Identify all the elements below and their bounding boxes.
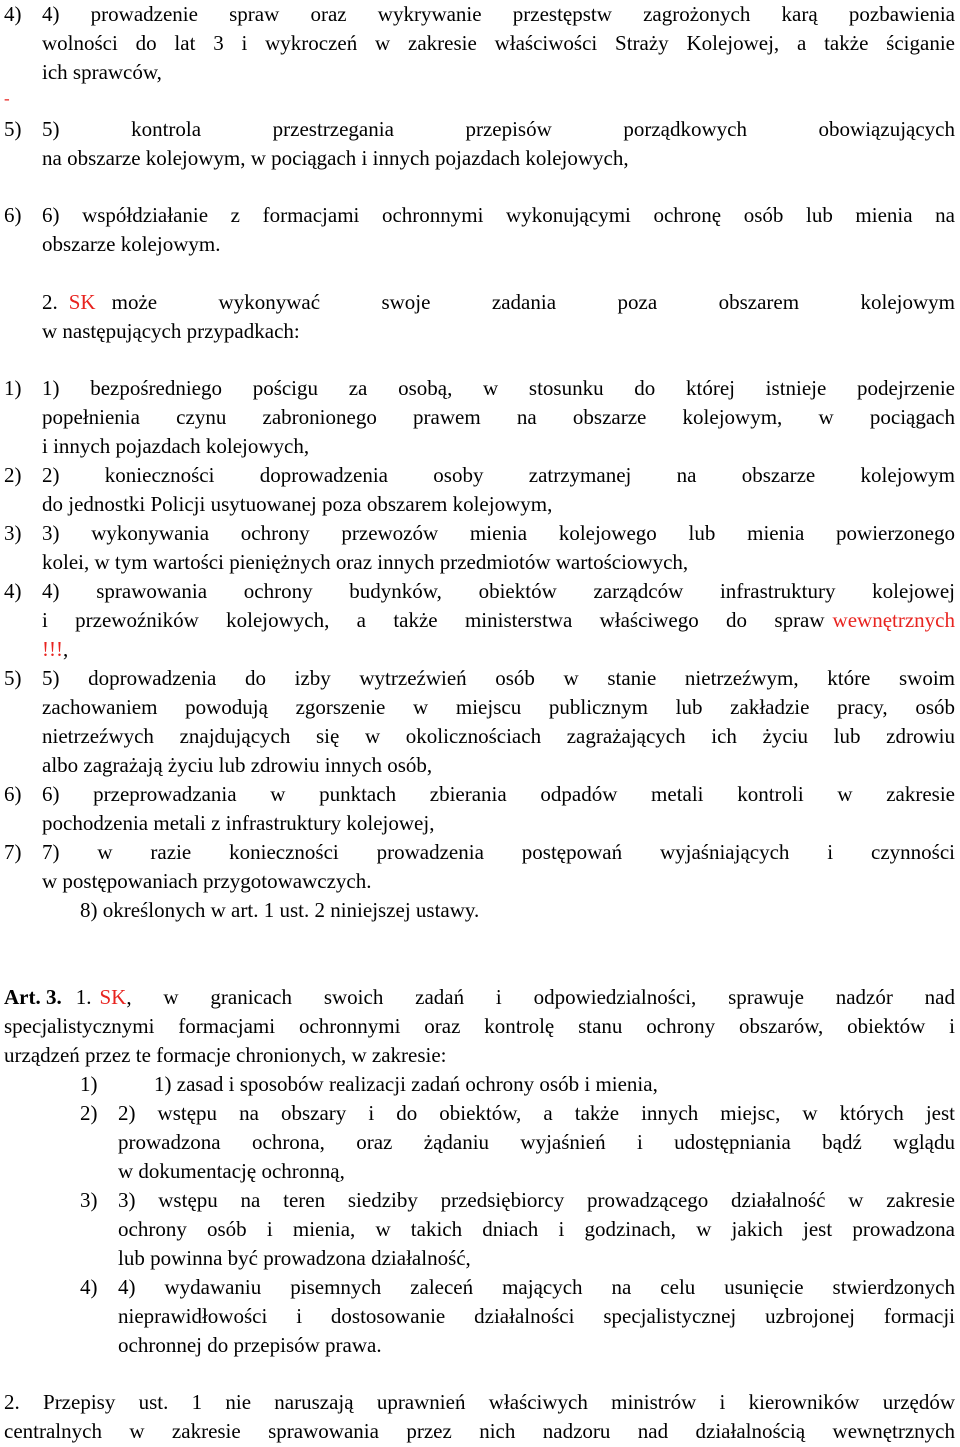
item-text-line: wolności do lat 3 i wykroczeń w zakresie właściwości Straży Kolejowej, a także ściganie [42,31,955,55]
item-label: 2) [4,463,22,487]
item-text-line: popełnienia czynu zabronionego prawem na obszarze kolejowym, w pociągach [42,405,955,429]
item-text-line: obszarze kolejowym. [42,232,221,256]
item-text-line: 5) kontrola przestrzegania przepisów porządkowych obowiązujących [42,117,955,141]
item-text-line: 1) zasad i sposobów realizacji zadań ochrony osób i mienia, [154,1072,658,1096]
item-text-line: zachowaniem powodują zgorszenie w miejscu publicznym lub zakładzie pracy, osób [42,695,955,719]
item-text-line: nieprawidłowości i dostosowanie działalności specjalistycznej uzbrojonej formacji [118,1304,955,1328]
item-text-line [42,635,68,664]
item-text-line: albo zagrażają życiu lub zdrowiu innych osób, [42,753,433,777]
item-text-line: 6) przeprowadzania w punktach zbierania odpadów metali kontroli w zakresie [42,782,955,806]
p2-item-8: 8) określonych w art. 1 ust. 2 niniejszej ustawy. [80,898,480,922]
item-text-line: prowadzona ochrona, oraz żądaniu wyjaśnień i udostępniania bądź wglądu [118,1130,955,1154]
paragraph-text-line: urządzeń przez te formacje chronionych, w zakresie: [4,1043,447,1067]
item-text-line: ochronnej do przepisów prawa. [118,1333,382,1357]
item-text-line: nietrzeźwych znajdujących się w okolicznościach zagrażających ich życiu lub zdrowiu [42,724,955,748]
item-text-line [42,606,955,635]
item-label: 5) [4,666,22,690]
item-text-line: 4) prowadzenie spraw oraz wykrywanie przestępstw zagrożonych karą pozbawienia [42,2,955,26]
item-label: 2) [80,1101,98,1125]
item-text-line: ich sprawców, [42,60,162,84]
dash-marker: - [4,89,10,108]
item-label: 1) [80,1072,98,1096]
item-text-line: do jednostki Policji usytuowanej poza obszarem kolejowym, [42,492,553,516]
item-text-line: 2) konieczności doprowadzenia osoby zatrzymanej na obszarze kolejowym [42,463,955,487]
item-text-line: na obszarze kolejowym, w pociągach i innych pojazdach kolejowych, [42,146,629,170]
article-heading: Art. 3. [4,985,62,1009]
item-text-line: i innych pojazdach kolejowych, [42,434,310,458]
article-3-line1 [4,983,955,1012]
item-text-line: 6) współdziałanie z formacjami ochronnymi wykonującymi ochronę osób lub mienia na [42,203,955,227]
item-text-line: 3) wykonywania ochrony przewozów mienia kolejowego lub mienia powierzonego [42,521,955,545]
item-text-line: 7) w razie konieczności prowadzenia postępowań wyjaśniających i czynności [42,840,955,864]
paragraph-text-line: w następujących przypadkach: [42,319,300,343]
item-label: 6) [4,782,22,806]
sk-abbrev: SK [99,985,127,1009]
item-text-line: 4) sprawowania ochrony budynków, obiektów zarządców infrastruktury kolejowej [42,579,955,603]
art3-paragraph-2-line: 2. Przepisy ust. 1 nie naruszają uprawnień właściwych ministrów i kierowników urzędów [4,1390,955,1414]
item-text-line: 4) wydawaniu pisemnych zaleceń mających na celu usunięcie stwierdzonych [118,1275,955,1299]
item-text: , [62,637,69,661]
sk-abbrev: SK [68,290,96,314]
item-text-line: 1) bezpośredniego pościgu za osobą, w stosunku do której istnieje podejrzenie [42,376,955,400]
paragraph-text: może wykonywać swoje zadania poza obszarem kolejowym [111,290,955,314]
item-text-line: 2) wstępu na obszary i do obiektów, a także innych miejsc, w których jest [118,1101,955,1125]
item-label: 5) [4,117,22,141]
item-label: 3) [80,1188,98,1212]
paragraph-text: , w granicach swoich zadań i odpowiedzialności, sprawuje nadzór nad [126,985,955,1009]
item-label: 6) [4,203,22,227]
item-label: 1) [4,376,22,400]
item-text-line: w postępowaniach przygotowawczych. [42,869,372,893]
item-label: 7) [4,840,22,864]
item-label: 3) [4,521,22,545]
paragraph-2-line1 [42,288,955,317]
exclamation-mark: !!! [42,637,63,661]
item-label: 4) [80,1275,98,1299]
highlighted-word: wewnętrznych [832,608,955,632]
item-text-line: kolei, w tym wartości pieniężnych oraz innych przedmiotów wartościowych, [42,550,689,574]
paragraph-text-line: specjalistycznymi formacjami ochronnymi oraz kontrolę stanu ochrony obszarów, obiektów i [4,1014,955,1038]
art3-paragraph-2-line: centralnych w zakresie sprawowania przez nich nadzoru nad działalnością wewnętrznych [4,1419,955,1443]
paragraph-number: 1. [75,985,92,1009]
item-text-line: 3) wstępu na teren siedziby przedsiębiorcy prowadzącego działalność w zakresie [118,1188,955,1212]
paragraph-number: 2. [42,290,58,314]
item-text-line: pochodzenia metali z infrastruktury kolejowej, [42,811,435,835]
item-label: 4) [4,2,22,26]
item-text-line: ochrony osób i mienia, w takich dniach i godzinach, w jakich jest prowadzona [118,1217,955,1241]
item-text-line: lub powinna być prowadzona działalność, [118,1246,471,1270]
item-text-line: w dokumentację ochronną, [118,1159,345,1183]
item-text-line: 5) doprowadzenia do izby wytrzeźwień osób w stanie nietrzeźwym, które swoim [42,666,955,690]
item-text: i przewoźników kolejowych, a także ministerstwa właściwego do spraw [42,608,825,632]
item-label: 4) [4,579,22,603]
